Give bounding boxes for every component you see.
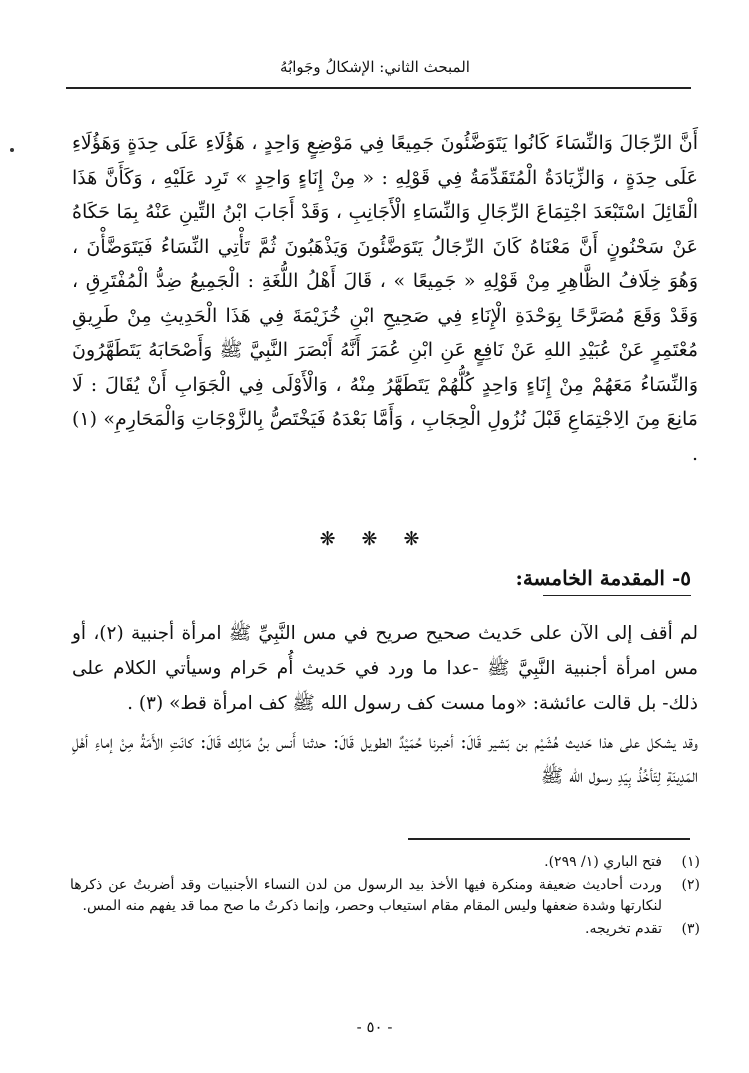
footnote-3 bbox=[70, 919, 700, 940]
margin-mark bbox=[10, 148, 14, 152]
footnote-text: فتح الباري (١/ ٢٩٩). bbox=[544, 854, 662, 870]
footnote-text: تقدم تخريجه. bbox=[585, 921, 662, 937]
section-heading-underline bbox=[543, 595, 691, 596]
footnote-rule bbox=[408, 838, 690, 840]
section-heading: ٥- المقدمة الخامسة: bbox=[515, 566, 691, 590]
footnotes bbox=[70, 852, 700, 942]
section-separator: ❋ ❋ ❋ bbox=[319, 528, 430, 550]
running-header: المبحث الثاني: الإشكالُ وجَوابُهُ bbox=[280, 58, 470, 76]
header-rule bbox=[66, 87, 691, 89]
footnote-number: (١) bbox=[681, 854, 700, 870]
page-number: - ٥٠ - bbox=[356, 1018, 393, 1036]
footnote-number: (٢) bbox=[681, 877, 700, 893]
body-paragraph-2: وقد يشكل على هذا حَديث هُشَيْم بن بَشير قَالَ: أخبرنا حُمَيْدٌ الطويل قَالَ: حدثنا أَنس بنُ مَالِك قَالَ: كانَتِ الأَمَةُ مِنْ إماءِ أهْلِ المَدِينَةِ لِتَأخُذُ بِيَدِ رسول الله ﷺ bbox=[72, 732, 698, 787]
footnote-1 bbox=[70, 852, 700, 873]
body-paragraph-1: لم أقف إلى الآن على حَديث صحيح صريح في مس النَّبِيِّ ﷺ امرأة أجنبية (٢)، أو مس امرأة أجنبية النَّبِيَّ ﷺ -عدا ما ورد في حَديث أُم حَرام وسيأتي الكلام على ذلك- بل قالت عائشة: «وما مست كف رسول الله ﷺ كف امرأة قط» (٣) . bbox=[72, 623, 698, 714]
quoted-paragraph: أَنَّ الرِّجَالَ وَالنِّسَاءَ كَانُوا يَتَوَضَّئُونَ جَمِيعًا فِي مَوْضِعٍ وَاحِدٍ ، هَؤُلَاءِ عَلَى حِدَةٍ وَهَؤُلَاءِ عَلَى حِدَةٍ ، وَالزِّيَادَةُ الْمُتَقَدِّمَةُ فِي قَوْلِهِ : « مِنْ إِنَاءٍ وَاحِدٍ » تَرِد عَلَيْهِ ، وَكَأَنَّ هَذَا الْقَائِلَ اسْتَبْعَدَ اجْتِمَاعَ الرِّجَالِ وَالنِّسَاءِ الْأَجَانِبِ ، وَقَدْ أَجَابَ ابْنُ التِّينِ عَنْهُ بِمَا حَكَاهُ عَنْ سَحْنُونٍ أَنَّ مَعْنَاهُ كَانَ الرِّجَالُ يَتَوَضَّئُونَ وَيَذْهَبُونَ ثُمَّ تَأْتِي النِّسَاءُ فَيَتَوَضَّأْنَ ، وَهُوَ خِلَافُ الظَّاهِرِ مِنْ قَوْلِهِ « جَمِيعًا » ، قَالَ أَهْلُ اللُّغَةِ : الْجَمِيعُ ضِدُّ الْمُفْتَرِقِ ، وَقَدْ وَقَعَ مُصَرَّحًا بِوَحْدَةِ الْإِنَاءِ فِي صَحِيحِ ابْنِ خُزَيْمَةَ فِي هَذَا الْحَدِيثِ مِنْ طَرِيقِ مُعْتَمِرٍ عَنْ عُبَيْدِ اللهِ عَنْ نَافِعٍ عَنِ ابْنِ عُمَرَ أَنَّهُ أَبْصَرَ النَّبِيَّ ﷺ وَأَصْحَابَهُ يَتَطَهَّرُونَ وَالنِّسَاءُ مَعَهُمْ مِنْ إِنَاءٍ وَاحِدٍ كُلُّهُمْ يَتَطَهَّرُ مِنْهُ ، وَالْأَوْلَى فِي الْجَوَابِ أَنْ يُقَالَ : لَا مَانِعَ مِنَ الِاجْتِمَاعِ قَبْلَ نُزُولِ الْحِجَابِ ، وَأَمَّا بَعْدَهُ فَيَخْتَصُّ بِالزَّوْجَاتِ وَالْمَحَارِمِ» (١) . bbox=[72, 132, 698, 465]
footnote-text: وردت أحاديث ضعيفة ومنكرة فيها الأخذ بيد الرسول من لدن النساء الأجنبيات وقد أضربتُ عن ذكرها لنكارتها وشدة ضعفها وليس المقام مقام استيعاب وحصر، وإنما ذكرتُ ما صح مما قد يفهم منه المس. bbox=[70, 877, 662, 914]
footnote-2 bbox=[70, 875, 700, 917]
footnote-number: (٣) bbox=[681, 921, 700, 937]
